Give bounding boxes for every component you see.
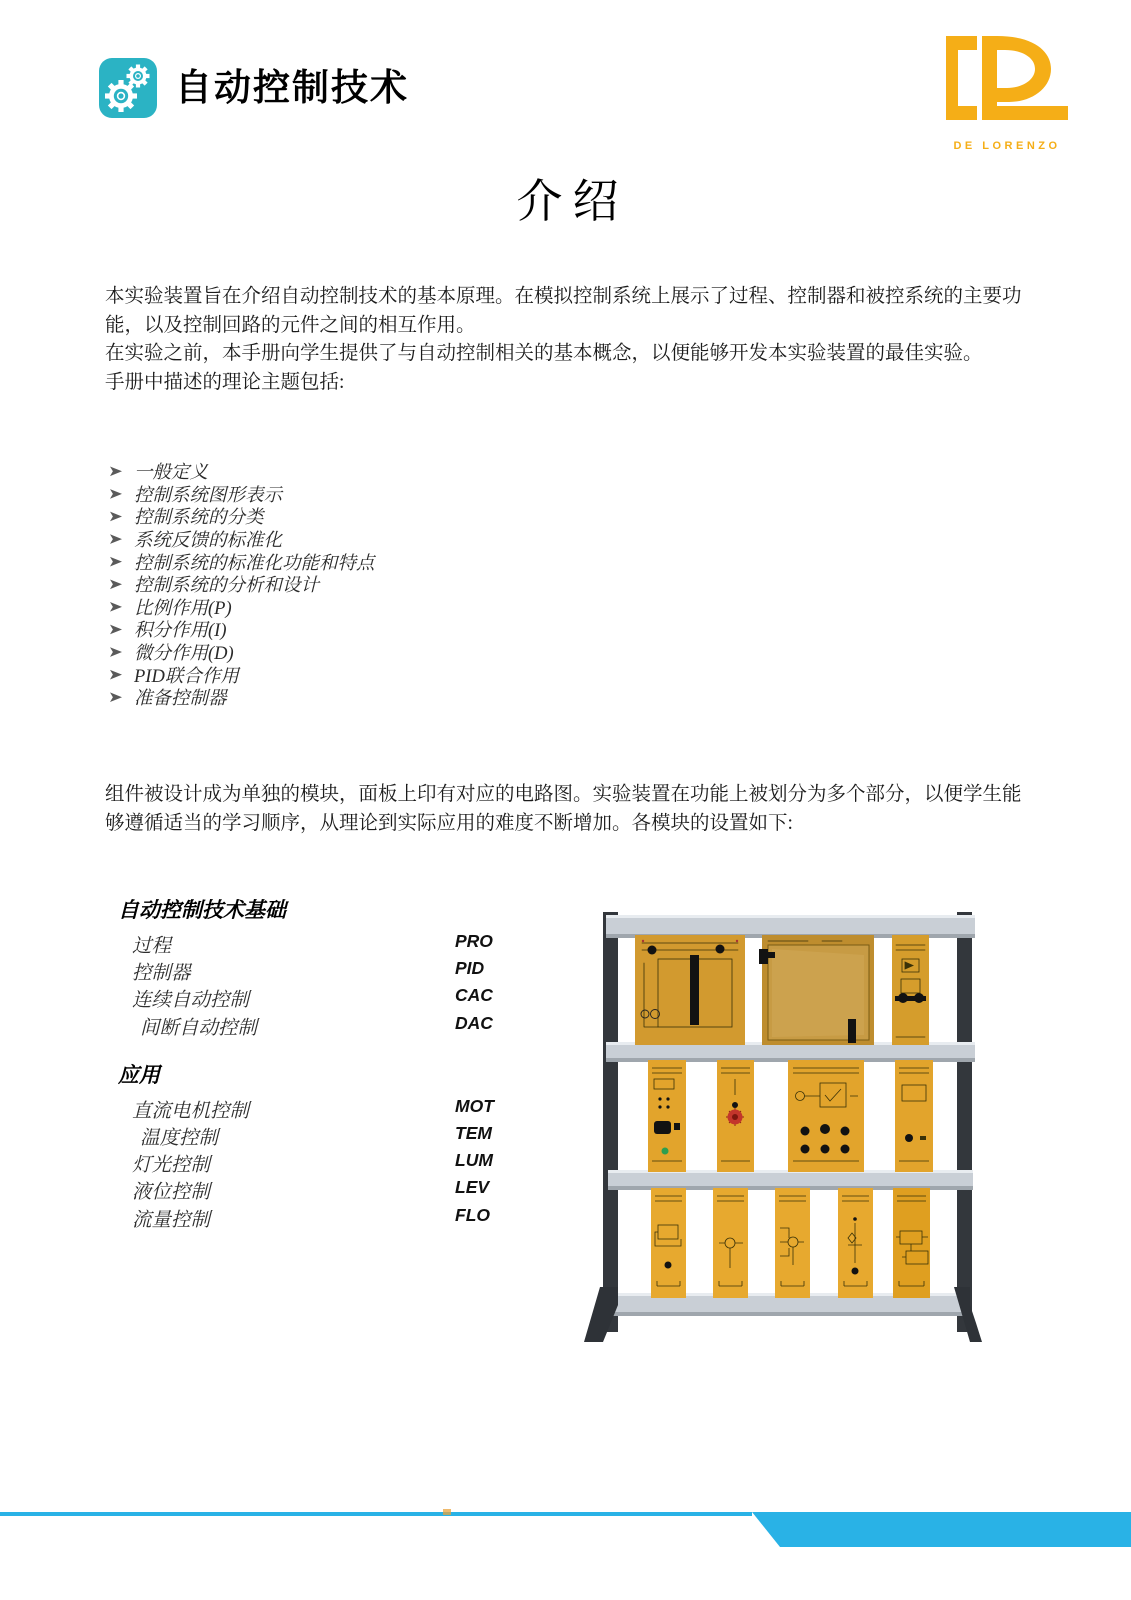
topic-label: 一般定义 xyxy=(134,463,209,484)
topic-label: 微分作用(D) xyxy=(134,644,234,665)
topic-item xyxy=(110,618,375,641)
arrow-bullet-icon xyxy=(110,578,122,590)
module-code: PRO xyxy=(455,931,493,951)
topic-label: 控制系统图形表示 xyxy=(134,485,283,506)
panel-row-3 xyxy=(651,1188,930,1298)
arrow-bullet-icon xyxy=(110,510,122,522)
gears-app-icon xyxy=(99,58,157,118)
arrow-bullet-icon xyxy=(110,533,122,545)
module-row xyxy=(118,1012,548,1039)
module-label: 流量控制 xyxy=(132,1209,211,1231)
brand-title: 自动控制技术 xyxy=(175,68,409,109)
topic-label: 积分作用(I) xyxy=(134,621,227,642)
topic-item xyxy=(110,483,375,506)
arrow-bullet-icon xyxy=(110,488,122,500)
dl-monogram-icon xyxy=(941,33,1073,129)
module-label: 间断自动控制 xyxy=(140,1017,258,1039)
module-code: MOT xyxy=(455,1095,494,1116)
arrow-bullet-icon xyxy=(110,691,122,703)
module-row xyxy=(118,1149,548,1176)
module-section-heading: 应用 xyxy=(118,1062,160,1087)
module-label: 连续自动控制 xyxy=(132,990,250,1012)
module-code: LEV xyxy=(455,1177,490,1198)
topic-label: 控制系统的分析和设计 xyxy=(134,576,320,597)
intro-paragraphs xyxy=(105,283,1027,397)
footer-band xyxy=(0,1512,1131,1547)
module-label: 直流电机控制 xyxy=(132,1100,250,1122)
panel-row-1 xyxy=(635,935,929,1045)
topic-item xyxy=(110,663,375,686)
module-row xyxy=(118,1176,548,1203)
module-label: 温度控制 xyxy=(140,1127,219,1149)
topic-label: 准备控制器 xyxy=(134,689,227,710)
intro-paragraph-1: 本实验装置旨在介绍自动控制技术的基本原理。在模拟控制系统上展示了过程、控制器和被控系统的主要功能，以及控制回路的元件之间的相互作用。 xyxy=(105,286,1022,336)
arrow-bullet-icon xyxy=(110,465,122,477)
module-code: TEM xyxy=(455,1122,492,1143)
topic-label: 控制系统的标准化功能和特点 xyxy=(134,553,375,574)
topic-item xyxy=(110,505,375,528)
arrow-bullet-icon xyxy=(110,601,122,613)
topic-item xyxy=(110,641,375,664)
module-list xyxy=(118,898,548,1231)
module-label: 液位控制 xyxy=(132,1182,211,1204)
module-label: 灯光控制 xyxy=(132,1155,211,1177)
module-row xyxy=(118,1204,548,1231)
equipment-photo xyxy=(572,893,982,1345)
module-row xyxy=(118,1122,548,1149)
intro-paragraph-2: 在实验之前，本手册向学生提供了与自动控制相关的基本概念，以便能够开发本实验装置的最佳实验。 xyxy=(105,343,983,364)
topic-label: 比例作用(P) xyxy=(134,598,232,619)
panel-row-2 xyxy=(648,1060,933,1172)
topic-item xyxy=(110,573,375,596)
topics-list xyxy=(110,460,375,709)
rack-post-right xyxy=(957,912,972,1332)
modules-paragraph: 组件被设计成为单独的模块，面板上印有对应的电路图。实验装置在功能上被划分为多个部分，以便学生能够遵循适当的学习顺序，从理论到实际应用的难度不断增加。各模块的设置如下: xyxy=(105,784,1022,834)
module-code: DAC xyxy=(455,1012,493,1033)
module-row xyxy=(118,957,548,984)
dl-logo-text: DE LORENZO xyxy=(953,140,1061,152)
topic-item xyxy=(110,686,375,709)
topic-label: 系统反馈的标准化 xyxy=(134,531,283,552)
module-label: 过程 xyxy=(132,936,172,957)
de-lorenzo-logo xyxy=(941,33,1073,152)
module-code: CAC xyxy=(455,985,493,1006)
module-code: FLO xyxy=(455,1204,490,1225)
module-row xyxy=(118,930,548,957)
module-label: 控制器 xyxy=(132,963,191,985)
arrow-bullet-icon xyxy=(110,556,122,568)
module-section-heading: 自动控制技术基础 xyxy=(118,898,286,922)
module-row xyxy=(118,984,548,1011)
rack-post-left xyxy=(603,912,618,1332)
topic-label: PID联合作用 xyxy=(134,666,239,687)
topic-item xyxy=(110,550,375,573)
module-code: LUM xyxy=(455,1150,493,1171)
intro-paragraph-3: 手册中描述的理论主题包括: xyxy=(105,371,345,393)
arrow-bullet-icon xyxy=(110,646,122,658)
module-code: PID xyxy=(455,958,485,979)
module-row xyxy=(118,1095,548,1122)
page-title: 介绍 xyxy=(516,176,629,227)
topic-label: 控制系统的分类 xyxy=(134,508,264,529)
topic-item xyxy=(110,596,375,619)
topic-item xyxy=(110,528,375,551)
arrow-bullet-icon xyxy=(110,623,122,635)
topic-item xyxy=(110,460,375,483)
arrow-bullet-icon xyxy=(110,669,122,681)
